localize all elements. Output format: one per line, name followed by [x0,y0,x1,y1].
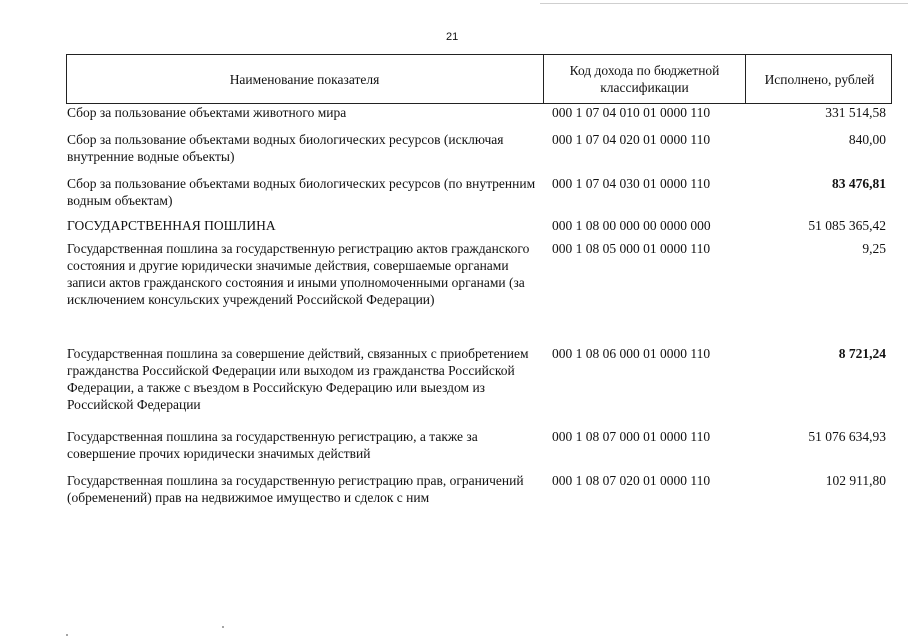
row-code: 000 1 07 04 010 01 0000 110 [552,105,711,120]
header-revenue-code: Код дохода по бюджетной классификации [543,55,745,103]
row-amount: 331 514,58 [825,105,886,120]
row-name: ГОСУДАРСТВЕННАЯ ПОШЛИНА [67,218,276,233]
scan-speck [222,626,224,628]
scan-edge-line [540,3,908,4]
row-code: 000 1 08 07 020 01 0000 110 [552,473,711,488]
row-code: 000 1 08 07 000 01 0000 110 [552,429,711,444]
row-amount: 9,25 [862,241,886,256]
row-code: 000 1 08 05 000 01 0000 110 [552,241,711,256]
row-amount: 8 721,24 [838,346,886,361]
row-name: Сбор за пользование объектами водных биологических ресурсов (исключая внутренние водные объекты) [67,132,504,164]
header-indicator-name: Наименование показателя [229,71,380,87]
row-name: Государственная пошлина за совершение действий, связанных с приобретением гражданства Российской Федерации или выходом из гражданства Российской Федерации, а также с въездом в Российскую Федерацию или выездом из Российской Федерации [67,346,529,412]
table-header-row [66,54,892,104]
row-code: 000 1 07 04 030 01 0000 110 [552,176,711,191]
row-amount: 51 076 634,93 [808,429,886,444]
row-code: 000 1 07 04 020 01 0000 110 [552,132,711,147]
row-name: Государственная пошлина за государственную регистрацию актов гражданского состояния и другие юридически значимые действия, совершаемые органами записи актов гражданского состояния и иными уполномоченными органами (за исключением консульских учреждений Российской Федерации) [67,241,530,307]
scan-speck [66,634,68,636]
row-amount: 102 911,80 [825,473,886,488]
row-amount: 51 085 365,42 [808,218,886,233]
header-executed-amount: Исполнено, рублей [745,55,893,103]
row-amount: 840,00 [848,132,886,147]
page-number: 21 [446,31,459,43]
row-code: 000 1 08 00 000 00 0000 000 [552,218,711,233]
revenue-table [66,54,892,505]
row-amount: 83 476,81 [832,176,886,191]
row-name: Сбор за пользование объектами водных биологических ресурсов (по внутренним водным объектам) [67,176,536,208]
row-name: Сбор за пользование объектами животного мира [67,105,347,120]
row-name: Государственная пошлина за государственную регистрацию, а также за совершение прочих юридически значимых действий [67,429,478,461]
row-code: 000 1 08 06 000 01 0000 110 [552,346,711,361]
row-name: Государственная пошлина за государственную регистрацию прав, ограничений (обременений) прав на недвижимое имущество и сделок с ним [67,473,524,505]
